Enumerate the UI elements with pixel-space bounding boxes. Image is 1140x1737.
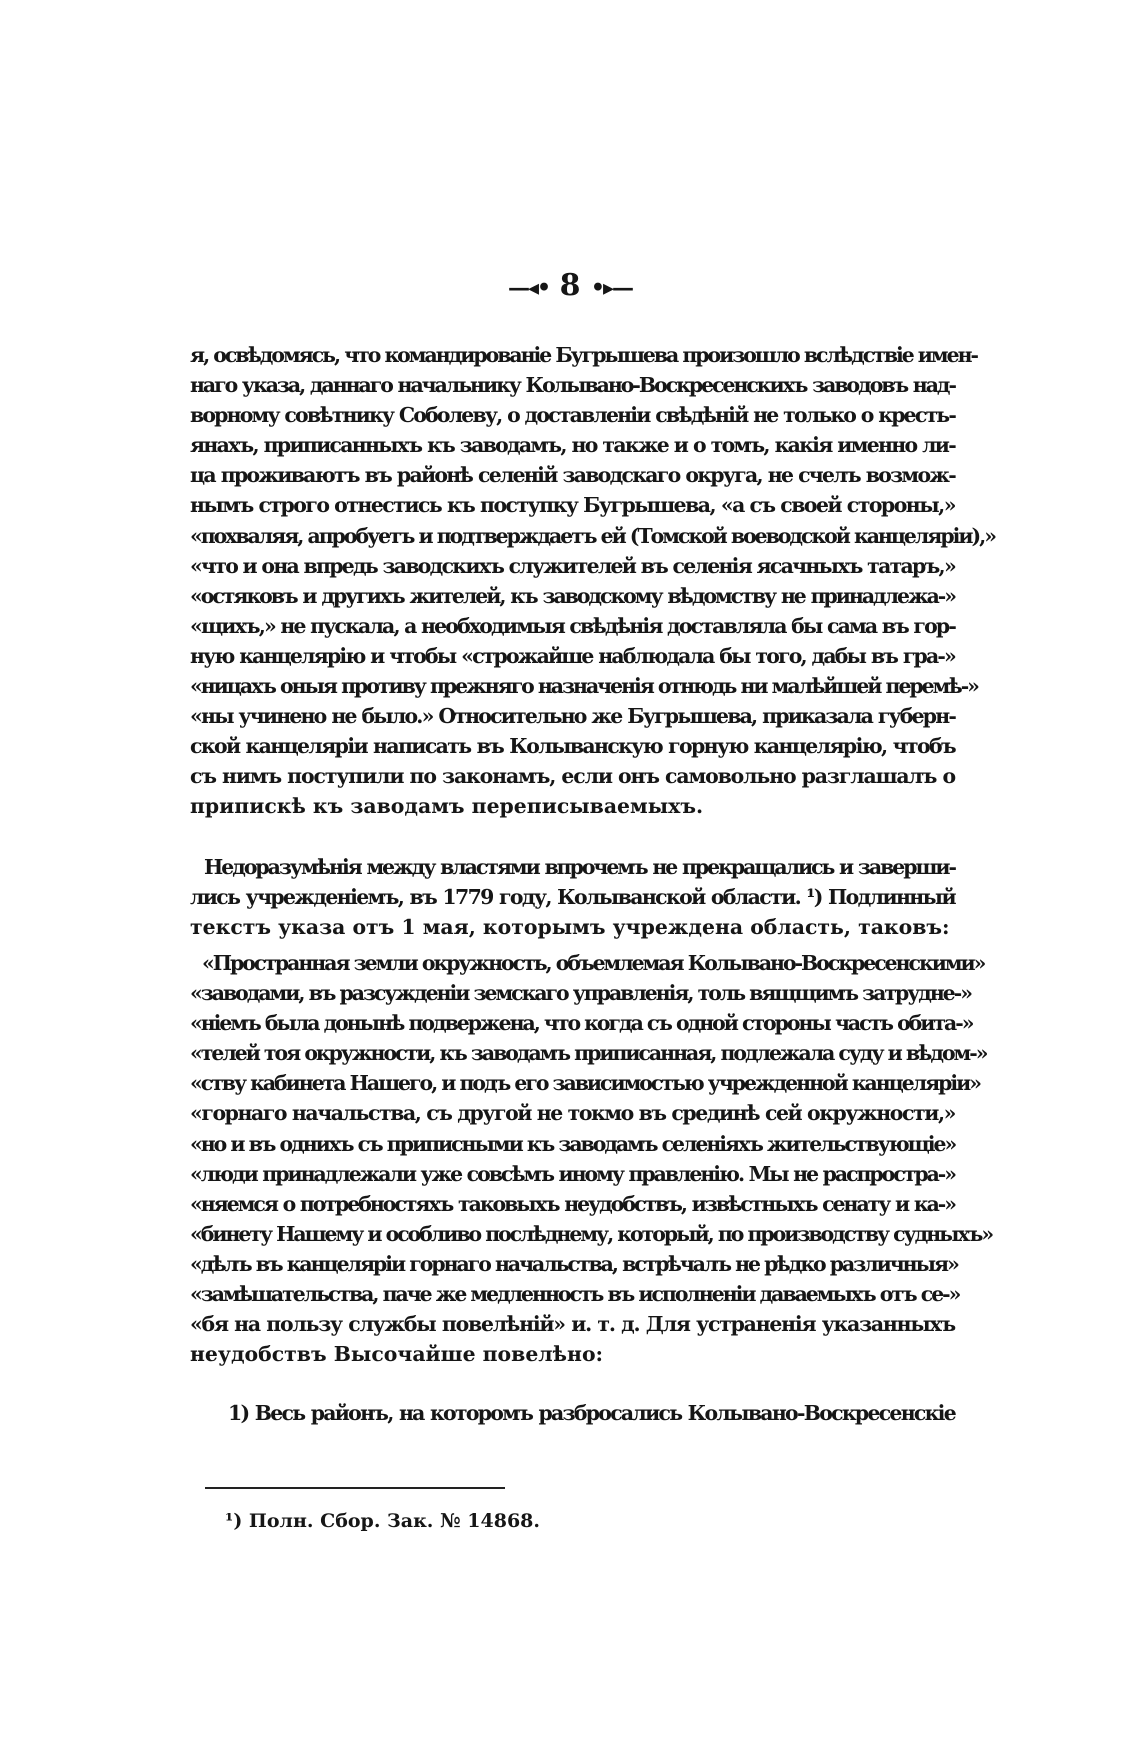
text-line: «горнаго начальства, съ другой не токмо въ срединѣ сей окружности,» bbox=[190, 1101, 955, 1126]
text-line: «люди принадлежали уже совсѣмъ иному правленію. Мы не распростра-» bbox=[190, 1161, 955, 1186]
page-number-value: 8 bbox=[559, 268, 581, 303]
text-line: припискѣ къ заводамъ переписываемыхъ. bbox=[190, 794, 704, 819]
text-line: «ніемъ была донынѣ подвержена, что когда съ одной стороны часть обита-» bbox=[190, 1011, 973, 1036]
text-line: «бинету Нашему и особливо послѣднему, который, по производству судныхъ» bbox=[190, 1221, 993, 1246]
text-line: ную канцелярію и чтобы «строжайше наблюдала бы того, дабы въ гра-» bbox=[190, 643, 955, 668]
text-line: «похваляя, апробуетъ и подтверждаетъ ей (Томской воеводской канцеляріи),» bbox=[190, 523, 995, 548]
text-line: ворному совѣтнику Соболеву, о доставленіи свѣдѣній не только о кресть- bbox=[190, 403, 955, 428]
paragraph-4 bbox=[190, 1398, 955, 1428]
text-line: «но и въ однихъ съ приписными къ заводамъ селеніяхъ жительствующіе» bbox=[190, 1131, 956, 1156]
text-line: ца проживаютъ въ районѣ селеній заводскаго округа, не счелъ возмож- bbox=[190, 463, 955, 488]
text-line: наго указа, даннаго начальнику Колывано-Воскресенскихъ заводовъ над- bbox=[190, 373, 955, 398]
text-line: 1) Весь районъ, на которомъ разбросались Колывано-Воскресенскіе bbox=[228, 1401, 955, 1425]
text-line: «ству кабинета Нашего, и подъ его зависимостью учрежденной канцеляріи» bbox=[190, 1071, 981, 1096]
text-line: «няемся о потребностяхъ таковыхъ неудобствъ, извѣстныхъ сенату и ка-» bbox=[190, 1191, 955, 1216]
text-line: «Пространная земли окружность, объемлемая Колывано-Воскресенскими» bbox=[202, 951, 985, 975]
text-line: «дѣлъ въ канцеляріи горнаго начальства, встрѣчалъ не рѣдко различныя» bbox=[190, 1251, 958, 1276]
quotation bbox=[190, 948, 993, 1369]
text-line: ской канцеляріи написать въ Колыванскую горную канцелярію, чтобъ bbox=[190, 734, 955, 759]
text-line: «заводами, въ разсужденіи земскаго управленія, толь вящщимъ затрудне-» bbox=[190, 981, 971, 1006]
page-number bbox=[0, 268, 1140, 303]
text-line: «бя на пользу службы повелѣній» и. т. д. Для устраненія указанныхъ bbox=[190, 1312, 955, 1337]
text-line: съ нимъ поступили по законамъ, если онъ самовольно разглашалъ о bbox=[190, 764, 955, 789]
text-line: Недоразумѣнія между властями впрочемъ не прекращались и заверши- bbox=[204, 855, 955, 879]
text-line: «ницахъ оныя противу прежняго назначенія отнюдь ни малѣйшей перемѣ-» bbox=[190, 674, 978, 699]
text-line: «остяковъ и другихъ жителей, къ заводскому вѣдомству не принадлежа-» bbox=[190, 583, 955, 608]
text-line: «телей тоя окружности, къ заводамъ приписанная, подлежала суду и вѣдом-» bbox=[190, 1041, 987, 1066]
text-line: «ны учинено не было.» Относительно же Бугрышева, приказала губерн- bbox=[190, 704, 955, 729]
text-line: нымъ строго отнестись къ поступку Бугрышева, «а съ своей стороны,» bbox=[190, 493, 955, 518]
text-line: «замѣшательства, паче же медленность въ исполненіи даваемыхъ отъ се-» bbox=[190, 1282, 960, 1307]
text-line: неудобствъ Высочайше повелѣно: bbox=[190, 1342, 604, 1367]
text-line: лись учрежденіемъ, въ 1779 году, Колыванской области. ¹) Подлинный bbox=[190, 885, 955, 910]
text-line: «щихъ,» не пускала, а необходимыя свѣдѣнія доставляла бы сама въ гор- bbox=[190, 613, 955, 638]
paragraph-2 bbox=[190, 852, 955, 942]
paragraph-1 bbox=[190, 340, 995, 822]
text-line: янахъ, приписанныхъ къ заводамъ, но также и о томъ, какія именно ли- bbox=[190, 433, 955, 458]
text-line: «что и она впредь заводскихъ служителей въ селенія ясачныхъ татаръ,» bbox=[190, 553, 955, 578]
ornament-left: —◂• bbox=[508, 275, 550, 301]
footnote-divider bbox=[205, 1487, 505, 1489]
footnote: ¹) Полн. Сбор. Зак. № 14868. bbox=[225, 1510, 541, 1532]
ornament-right: •▸— bbox=[590, 275, 632, 301]
text-line: текстъ указа отъ 1 мая, которымъ учреждена область, таковъ: bbox=[190, 915, 950, 940]
text-line: я, освѣдомясь, что командированіе Бугрышева произошло вслѣдствіе имен- bbox=[190, 343, 977, 367]
